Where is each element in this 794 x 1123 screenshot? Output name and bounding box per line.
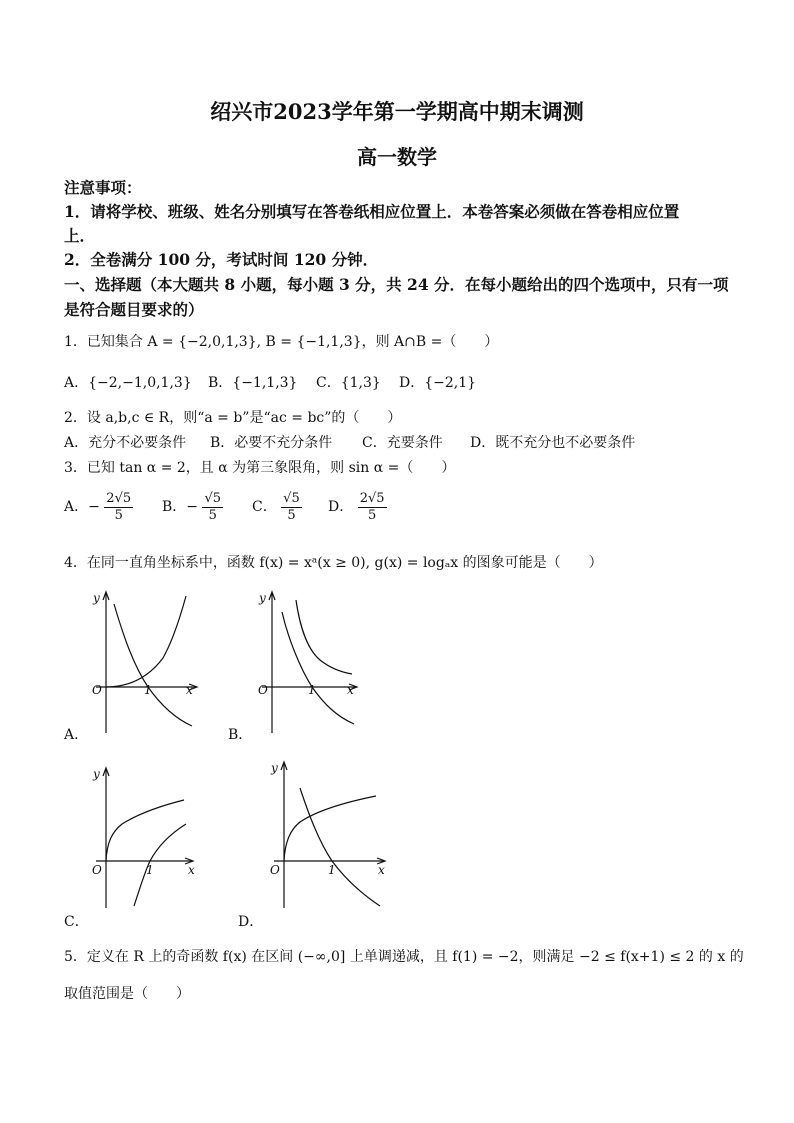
tick-label: 1 — [146, 863, 154, 877]
q3-option-b-label: B．− — [162, 499, 199, 516]
log-curve — [134, 824, 186, 906]
q2-option-c: C．充要条件 — [362, 435, 443, 451]
q3-option-d-fraction — [358, 491, 387, 523]
q2-stem: 2．设 a,b,c ∈ R，则“a = b”是“ac = bc”的（ ） — [64, 410, 402, 426]
q3-option-a-label: A．− — [64, 499, 100, 516]
notice-heading: 注意事项： — [64, 178, 142, 197]
q1-option-d: D．{−2,1} — [399, 375, 477, 391]
q3-option-b-denominator: 5 — [208, 507, 217, 523]
section-heading-line-2: 是符合题目要求的） — [64, 300, 204, 319]
exam-title: 绍兴市2023学年第一学期高中期末调测 — [210, 99, 584, 124]
q3-option-c — [252, 491, 302, 523]
q1-stem: 1．已知集合 A = {−2,0,1,3}, B = {−1,1,3}，则 A∩B =（ ） — [64, 334, 499, 350]
q4-option-c: C． — [64, 914, 89, 930]
q3-option-d-numerator: 2√5 — [359, 491, 385, 506]
q3-option-b-numerator: √5 — [204, 491, 222, 506]
x-axis-label: x — [186, 683, 193, 697]
q3-option-c-denominator: 5 — [287, 507, 296, 523]
notice-item-1-line-1: 1．请将学校、班级、姓名分别填写在答卷纸相应位置上．本卷答案必须做在答卷相应位置 — [64, 202, 680, 221]
power-curve — [284, 796, 376, 861]
tick-label: 1 — [144, 683, 152, 697]
power-curve — [106, 596, 186, 687]
q4-option-b: B． — [228, 727, 253, 743]
q4-option-d: D． — [238, 914, 264, 930]
log-curve — [300, 788, 380, 906]
q2-option-a: A．充分不必要条件 — [64, 435, 187, 451]
q3-option-d — [328, 491, 387, 523]
q3-option-d-denominator: 5 — [367, 507, 377, 523]
y-axis-label: y — [93, 591, 100, 605]
q4-stem: 4．在同一直角坐标系中，函数 f(x) = xᵃ(x ≥ 0), g(x) = logₐx 的图象可能是（ ） — [64, 555, 603, 571]
origin-label: O — [92, 863, 102, 877]
x-axis-label: x — [347, 683, 354, 697]
x-axis-label: x — [188, 863, 195, 877]
q4-graph-d — [266, 760, 396, 912]
y-axis-label: y — [259, 591, 266, 605]
notice-item-1-line-2: 上． — [64, 226, 96, 245]
q2-option-d: D．既不充分也不必要条件 — [470, 435, 636, 451]
q1-option-c: C．{1,3} — [316, 375, 381, 391]
q4-option-a: A． — [64, 727, 89, 743]
tick-label: 1 — [308, 683, 316, 697]
origin-label: O — [270, 863, 280, 877]
y-axis-label: y — [93, 767, 100, 781]
q2-option-b: B．必要不充分条件 — [210, 435, 333, 451]
q3-option-a-denominator: 5 — [114, 507, 123, 523]
log-curve — [114, 604, 192, 726]
section-heading-line-1: 一、选择题（本大题共 8 小题，每小题 3 分，共 24 分．在每小题给出的四个选项中，只有一项 — [64, 275, 729, 294]
q3-option-c-numerator: √5 — [283, 491, 300, 506]
exam-subtitle: 高一数学 — [357, 145, 437, 169]
log-curve — [282, 612, 354, 724]
q5-stem-line-2: 取值范围是（ ） — [64, 986, 190, 1002]
q5-stem-line-1: 5．定义在 R 上的奇函数 f(x) 在区间 (−∞,0] 上单调递减，且 f(1) = −2，则满足 −2 ≤ f(x+1) ≤ 2 的 x 的 — [64, 949, 744, 965]
tick-label: 1 — [328, 863, 336, 877]
q3-option-c-label: C． — [252, 499, 277, 516]
q3-option-b — [162, 491, 223, 523]
q3-option-a-fraction — [104, 491, 133, 523]
x-axis-label: x — [378, 863, 385, 877]
q1-option-b: B．{−1,1,3} — [208, 375, 298, 391]
q4-graph-c — [88, 762, 208, 912]
origin-label: O — [258, 683, 268, 697]
q1-option-a: A．{−2,−1,0,1,3} — [64, 375, 192, 391]
q3-stem: 3．已知 tan α = 2，且 α 为第三象限角，则 sin α =（ ） — [64, 460, 456, 476]
q4-graph-b — [254, 588, 374, 736]
power-curve — [296, 600, 352, 674]
y-axis-label: y — [271, 761, 278, 775]
power-curve — [106, 800, 184, 861]
q3-option-a — [64, 491, 133, 523]
q3-option-a-numerator: 2√5 — [106, 491, 132, 506]
q3-option-c-fraction — [281, 491, 302, 523]
notice-item-2: 2．全卷满分 100 分，考试时间 120 分钟． — [64, 250, 379, 269]
q4-graph-a — [88, 588, 208, 736]
origin-label: O — [92, 683, 102, 697]
q3-option-b-fraction — [202, 491, 223, 523]
q3-option-d-label: D． — [328, 499, 354, 516]
